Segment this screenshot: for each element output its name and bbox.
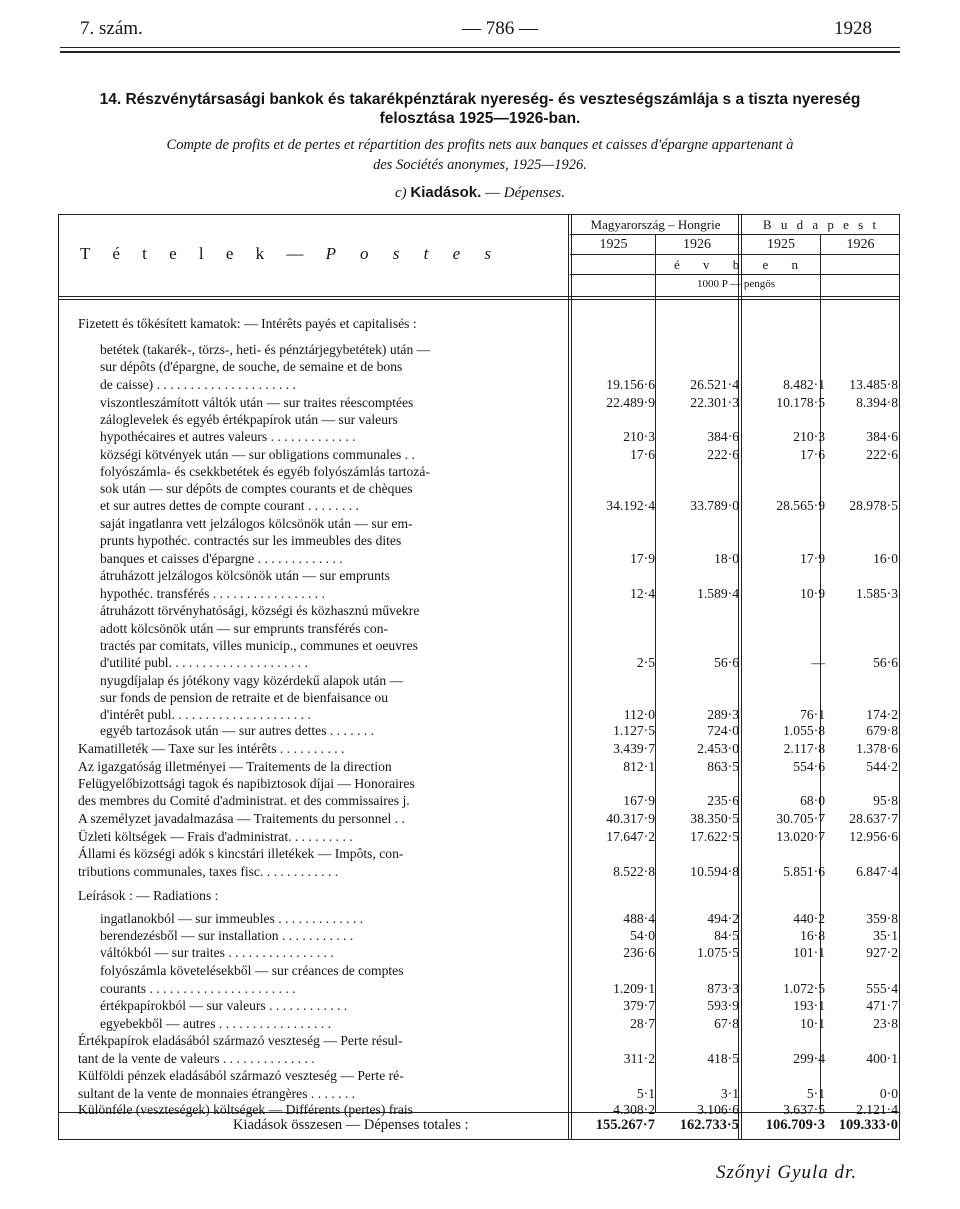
section-separator: — [485,185,501,201]
table-row [78,358,900,375]
value-cell: 12·4 [630,586,655,601]
value-cell: 17·9 [800,551,825,566]
table-row [78,775,900,792]
row-label: tant de la vente de valeurs . . . . . . . . . . . . . . [78,1051,315,1066]
value-cell: 35·1 [873,928,898,943]
unit-header: 1000 P — pengős [696,278,776,290]
row-label: Üzleti költségek — Frais d'administrat. . . . . . . . . . [78,829,353,844]
table-row [78,654,900,671]
table-row [78,845,900,862]
value-cell: 22.301·3 [690,395,739,410]
row-label: d'intérêt publ. . . . . . . . . . . . . . . . . . . . . [100,707,311,722]
year-header: 1926 [683,237,711,252]
total-cell: 106.709·3 [765,1117,825,1133]
value-cell: 4.308·2 [613,1102,655,1117]
row-label: záloglevelek és egyéb értékpapírok után — sur valeurs [100,412,398,427]
table-row [78,550,900,567]
row-label: Leírások : — Radiations : [78,888,219,903]
table-bottom-rule [58,1139,900,1140]
row-label: banques et caisses d'épargne . . . . . . . . . . . . . [100,551,343,566]
value-cell: 0·0 [879,1086,898,1101]
header-rule [60,47,900,48]
value-cell: 67·8 [714,1016,739,1031]
value-cell: 56·6 [873,655,898,670]
value-cell: 28.637·7 [849,811,898,826]
row-label: sultant de la vente de monnaies étrangères . . . . . . . [78,1086,356,1101]
postes-dash: — [286,244,313,263]
value-cell: 26.521·4 [690,377,739,392]
section-hu: Kiadások. [410,184,482,201]
year: 1928 [834,18,872,39]
value-cell: 16·8 [800,928,825,943]
row-label: hypothécaires et autres valeurs . . . . . . . . . . . . . [100,429,356,444]
section-heading [0,184,960,202]
row-label: et sur autres dettes de compte courant . . . . . . . . [100,498,359,513]
row-label: átruházott jelzálogos kölcsönök után — sur emprunts [100,568,390,583]
table-head-rule-double [58,299,900,300]
table-row [78,602,900,619]
value-cell: 440·2 [793,911,825,926]
value-cell: 222·6 [866,447,898,462]
section-fr: Dépenses. [503,185,565,201]
row-label: sok után — sur dépôts de comptes courants et de chèques [100,481,413,496]
value-cell: 873·3 [707,981,739,996]
value-cell: 17·9 [630,551,655,566]
total-cell: 109.333·0 [838,1117,898,1133]
value-cell: 174·2 [866,707,898,722]
row-label: sur dépôts (d'épargne, de souche, de semaine et de bons [100,359,403,374]
row-label: nyugdíjalap és jótékony vagy közérdekű alapok után — [100,673,404,688]
table-row [78,446,900,463]
table-row [78,722,900,739]
value-cell: 17·6 [800,447,825,462]
row-label: Értékpapírok eladásából származó veszteség — Perte résul- [78,1033,403,1048]
row-label: A személyzet javadalmazása — Traitements du personnel . . [78,811,405,826]
value-cell: 5.851·6 [783,864,825,879]
table-row [78,672,900,689]
value-cell: 6.847·4 [856,864,898,879]
value-cell: 679·8 [866,723,898,738]
table-row [78,1067,900,1084]
table-row [78,828,900,845]
table-row [78,515,900,532]
title-fr-line1: Compte de profits et de pertes et répartition des profits nets aux banques et caisses d'épargne appartenant à [166,137,794,153]
row-label: Állami és községi adók s kincstári illetékek — Impôts, con- [78,846,404,861]
value-cell: 400·1 [866,1051,898,1066]
table-row [78,394,900,411]
table-row [78,463,900,480]
value-cell: 384·6 [707,429,739,444]
value-cell: 471·7 [866,998,898,1013]
table-row [78,706,900,723]
value-cell: 13.020·7 [776,829,825,844]
value-cell: 19.156·6 [606,377,655,392]
value-cell: 76·1 [800,707,825,722]
running-header [62,18,892,42]
year-header: 1926 [846,237,875,252]
value-cell: 68·0 [800,793,825,808]
issue-number: 7. szám. [80,18,143,39]
row-label: Különféle (veszteségek) költségek — Différents (pertes) frais [78,1102,413,1117]
value-cell: 8.482·1 [783,377,825,392]
ev-rule [570,274,900,275]
table-row [78,758,900,775]
value-cell: 593·9 [707,998,739,1013]
year-rule [570,254,900,255]
value-cell: 193·1 [793,998,825,1013]
total-cell: 155.267·7 [595,1117,655,1133]
row-label: egyebekből — autres . . . . . . . . . . . . . . . . . [100,1016,332,1031]
table-row [78,997,900,1014]
row-label: folyószámla követelésekből — sur créances de comptes [100,963,404,978]
table-row [78,927,900,944]
row-label: courants . . . . . . . . . . . . . . . . . . . . . . [100,981,296,996]
table-row [78,567,900,584]
value-cell: 2.453·0 [697,741,739,756]
value-cell: 724·0 [707,723,739,738]
value-cell: 1.589·4 [697,586,739,601]
value-cell: 38.350·5 [690,811,739,826]
value-cell: 34.192·4 [606,498,655,513]
group-rule [570,234,900,235]
value-cell: 28·7 [630,1016,655,1031]
value-cell: 863·5 [707,759,739,774]
value-cell: 289·3 [707,707,739,722]
total-row [78,1117,900,1134]
row-label: saját ingatlanra vett jelzálogos kölcsönök után — sur em- [100,516,413,531]
value-cell: 17.622·5 [690,829,739,844]
table-row [78,1032,900,1049]
year-header: 1925 [767,237,795,252]
row-label: tributions communales, taxes fisc. . . . . . . . . . . . [78,864,339,879]
row-label: átruházott törvényhatósági, községi és közhasznú művekre [100,603,420,618]
ev-header: é v b e n [673,257,799,272]
value-cell: 23·8 [873,1016,898,1031]
value-cell: 22.489·9 [606,395,655,410]
title-hu-line1: 14. Részvénytársasági bankok és takarékpénztárak nyereség- és veszteségszámlája s a tiszta nyereség [99,91,861,108]
total-label: Kiadások összesen — Dépenses totales : [233,1117,469,1133]
value-cell: 95·8 [873,793,898,808]
value-cell: 311·2 [623,1051,655,1066]
table-row [78,620,900,637]
value-cell: 54·0 [630,928,655,943]
table-row [78,637,900,654]
table-row [78,376,900,393]
value-cell: 28.978·5 [849,498,898,513]
value-cell: 555·4 [866,981,898,996]
value-cell: 236·6 [623,945,655,960]
value-cell: 2.117·8 [783,741,825,756]
table-row [78,1050,900,1067]
table-row [78,887,900,904]
row-label: Kamatilleték — Taxe sur les intérêts . . . . . . . . . . [78,741,345,756]
row-label: viszontleszámított váltók után — sur traites réescomptées [100,395,414,410]
value-cell: 8.522·8 [613,864,655,879]
row-label: váltókból — sur traites . . . . . . . . . . . . . . . . [100,945,334,960]
value-cell: 33.789·0 [690,498,739,513]
row-label: értékpapírokból — sur valeurs . . . . . . . . . . . . [100,998,348,1013]
row-label: berendezésből — sur installation . . . . . . . . . . . [100,928,354,943]
row-label: de caisse) . . . . . . . . . . . . . . . . . . . . . [100,377,296,392]
postes-heading [80,244,501,264]
value-cell: 379·7 [623,998,655,1013]
total-cell: 162.733·5 [679,1117,739,1133]
value-cell: 544·2 [866,759,898,774]
row-label: d'utilité publ. . . . . . . . . . . . . . . . . . . . . [100,655,308,670]
table-row [78,532,900,549]
value-cell: 167·9 [623,793,655,808]
value-cell: 8.394·8 [856,395,898,410]
value-cell: 5·1 [636,1086,655,1101]
table-row [78,428,900,445]
value-cell: 222·6 [707,447,739,462]
value-cell: 10·9 [800,586,825,601]
table-row [78,315,900,332]
table-row [78,910,900,927]
table-row [78,497,900,514]
value-cell: 84·5 [714,928,739,943]
value-cell: 3.106·6 [697,1102,739,1117]
value-cell: 554·6 [793,759,825,774]
table-row [78,740,900,757]
table-top-rule [58,214,900,215]
value-cell: 2.121·4 [856,1102,898,1117]
row-label: egyéb tartozások után — sur autres dettes . . . . . . . [100,723,375,738]
value-cell: 1.585·3 [856,586,898,601]
row-label: sur fonds de pension de retraite et de bienfaisance ou [100,690,389,705]
value-cell: 2·5 [636,655,655,670]
group-header-budapest: B u d a p e s t [762,217,880,232]
header-rule-double [60,51,900,53]
value-cell: — [811,655,825,670]
row-label: adott kölcsönök után — sur emprunts transférés con- [100,621,389,636]
value-cell: 418·5 [707,1051,739,1066]
value-cell: 112·0 [623,707,655,722]
postes-fr: P o s t e s [325,244,501,263]
table-row [78,480,900,497]
value-cell: 10·1 [800,1016,825,1031]
value-cell: 30.705·7 [776,811,825,826]
table-row [78,1101,900,1118]
row-label: betétek (takarék-, törzs-, heti- és pénztárjegybetétek) után — [100,342,431,357]
table-row [78,411,900,428]
row-label: ingatlanokból — sur immeubles . . . . . . . . . . . . . [100,911,364,926]
row-label: prunts hypothéc. contractés sur les immeubles des dites [100,533,402,548]
value-cell: 5·1 [806,1086,825,1101]
value-cell: 40.317·9 [606,811,655,826]
title-hu-line2: felosztása 1925—1926-ban. [379,110,581,127]
row-label: Külföldi pénzek eladásából származó veszteség — Perte ré- [78,1068,404,1083]
row-label: Az igazgatóság illetményei — Traitements de la direction [78,759,392,774]
value-cell: 3·1 [720,1086,739,1101]
row-label: des membres du Comité d'administrat. et des commissaires j. [78,793,410,808]
table-row [78,1015,900,1032]
value-cell: 494·2 [707,911,739,926]
table-row [78,1085,900,1102]
value-cell: 210·3 [793,429,825,444]
section-prefix: c) [394,185,407,201]
table-row [78,585,900,602]
value-cell: 384·6 [866,429,898,444]
value-cell: 10.178·5 [776,395,825,410]
table-row [78,792,900,809]
signature: Szőnyi Gyula dr. [716,1162,858,1183]
page-number: — 786 — [462,18,538,39]
value-cell: 1.055·8 [783,723,825,738]
table-row [78,810,900,827]
value-cell: 56·6 [714,655,739,670]
value-cell: 10.594·8 [690,864,739,879]
group-header-hungary: Magyarország – Hongrie [590,217,721,232]
value-cell: 16·0 [873,551,898,566]
table-head-rule [58,296,900,297]
row-label: községi kötvények után — sur obligations communales . . [100,447,415,462]
value-cell: 488·4 [623,911,655,926]
year-header: 1925 [599,237,628,252]
row-label: tractés par comitats, villes municip., communes et oeuvres [100,638,418,653]
value-cell: 927·2 [866,945,898,960]
value-cell: 17·6 [630,447,655,462]
table-left-border [58,214,59,1139]
table-row [78,962,900,979]
value-cell: 1.127·5 [613,723,655,738]
value-cell: 1.378·6 [856,741,898,756]
value-cell: 235·6 [707,793,739,808]
value-cell: 12.956·6 [849,829,898,844]
row-label: Felügyelőbizottsági tagok és napibiztosok díjai — Honoraires [78,776,415,791]
table-row [78,341,900,358]
value-cell: 359·8 [866,911,898,926]
row-label: folyószámla- és csekkbetétek és egyéb folyószámlás tartozá- [100,464,430,479]
value-cell: 101·1 [793,945,825,960]
value-cell: 299·4 [793,1051,825,1066]
row-label: hypothéc. transférés . . . . . . . . . . . . . . . . . [100,586,326,601]
value-cell: 210·3 [623,429,655,444]
table-row [78,944,900,961]
value-cell: 1.209·1 [613,981,655,996]
table-row [78,980,900,997]
value-cell: 28.565·9 [776,498,825,513]
value-cell: 3.637·5 [783,1102,825,1117]
title-fr-line2: des Sociétés anonymes, 1925—1926. [373,157,587,173]
value-cell: 13.485·8 [849,377,898,392]
value-cell: 1.072·5 [783,981,825,996]
row-label: Fizetett és tőkésített kamatok: — Intérêts payés et capitalisés : [78,316,417,331]
value-cell: 1.075·5 [697,945,739,960]
value-cell: 812·1 [623,759,655,774]
value-cell: 3.439·7 [613,741,655,756]
value-cell: 18·0 [714,551,739,566]
table-row [78,689,900,706]
value-cell: 17.647·2 [606,829,655,844]
postes-hu: T é t e l e k [80,244,274,263]
table-row [78,863,900,880]
